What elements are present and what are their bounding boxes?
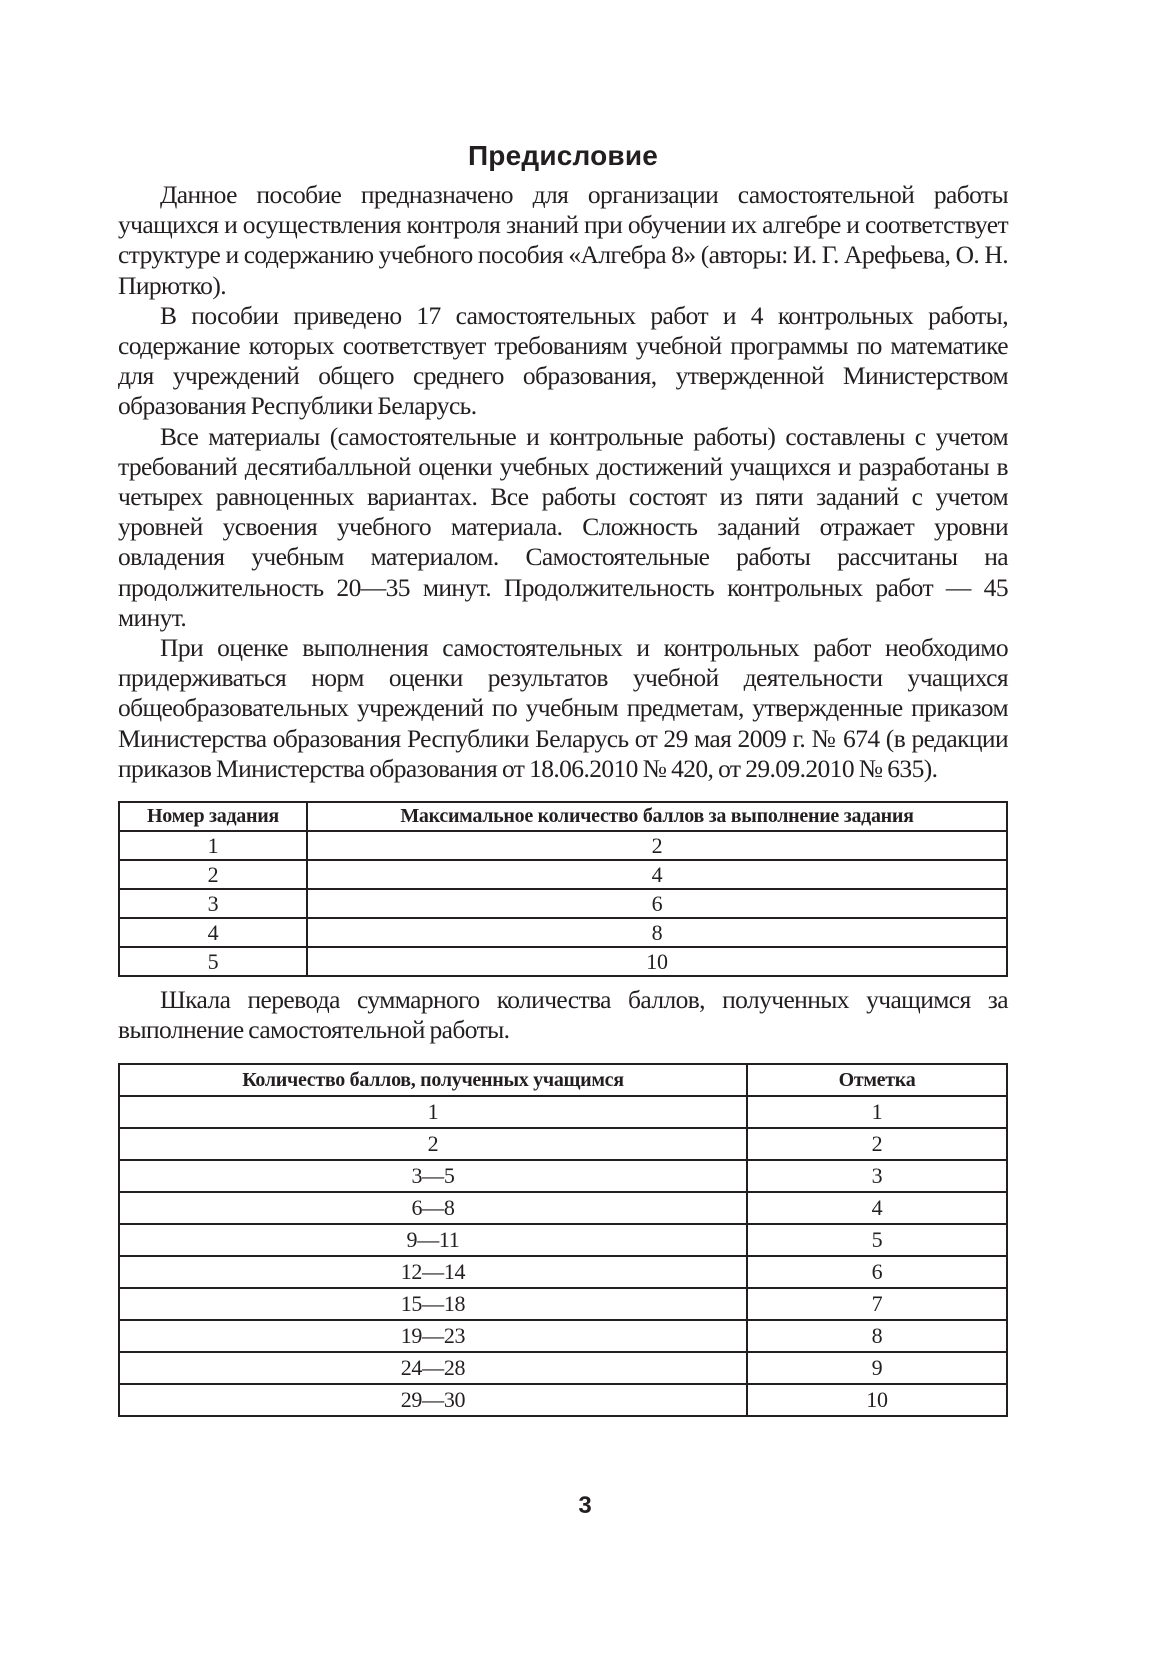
grade-cell: 10 [747,1384,1007,1416]
table-row [119,831,1007,860]
paragraph-contents: В пособии приведено 17 самостоятельных работ и 4 контрольных работы, содержание которых соответствует требованиям учебной программы по математике для учреждений общего среднего образования, утвержденной Министерством образования Республики Беларусь. [118,300,1008,421]
grade-cell: 7 [747,1288,1007,1320]
grade-cell: 4 [747,1192,1007,1224]
document-page [118,140,1008,1417]
table-row [119,1320,1007,1352]
points-range-cell: 6—8 [119,1192,747,1224]
table-row [119,1224,1007,1256]
table-header-row [119,1064,1007,1096]
grade-cell: 9 [747,1352,1007,1384]
table-row [119,1192,1007,1224]
table-row [119,947,1007,976]
column-header-points-received: Количество баллов, полученных учащимся [119,1064,747,1096]
grade-cell: 8 [747,1320,1007,1352]
points-range-cell: 15—18 [119,1288,747,1320]
max-points-cell: 2 [307,831,1007,860]
table-row [119,1352,1007,1384]
table-header-row [119,802,1007,831]
page-number: 3 [578,1492,592,1519]
table-row [119,889,1007,918]
table-row [119,860,1007,889]
column-header-grade: Отметка [747,1064,1007,1096]
table-row [119,1256,1007,1288]
column-header-task-number: Номер задания [119,802,307,831]
points-range-cell: 29—30 [119,1384,747,1416]
paragraph-materials: Все материалы (самостоятельные и контрольные работы) составлены с учетом требований десятибалльной оценки учебных достижений учащихся и разработаны в четырех равноценных вариантах. Все работы состоят из пяти заданий с учетом уровней усвоения учебного материала. Сложность заданий отражает уровни овладения учебным материалом. Самостоятельные работы рассчитаны на продолжительность 20—35 минут. Продолжительность контрольных работ — 45 минут. [118,421,1008,632]
table-row [119,1288,1007,1320]
grade-cell: 1 [747,1096,1007,1128]
points-range-cell: 19—23 [119,1320,747,1352]
paragraph-purpose: Данное пособие предназначено для организации самостоятельной работы учащихся и осуществления контроля знаний при обучении их алгебре и соответствует структуре и содержанию учебного пособия «Алгебра 8» (авторы: И. Г. Арефьева, О. Н. Пирютко). [118,180,1008,300]
column-header-max-points: Максимальное количество баллов за выполнение задания [307,802,1007,831]
grade-cell: 2 [747,1128,1007,1160]
task-number-cell: 1 [119,831,307,860]
points-range-cell: 2 [119,1128,747,1160]
table-row [119,1128,1007,1160]
points-range-cell: 9—11 [119,1224,747,1256]
task-number-cell: 5 [119,947,307,976]
paragraph-assessment: При оценке выполнения самостоятельных и контрольных работ необходимо придерживаться норм оценки результатов учебной деятельности учащихся общеобразовательных учреждений по учебным предметам, утвержденные приказом Министерства образования Республики Беларусь от 29 мая 2009 г. № 674 (в редакции приказов Министерства образования от 18.06.2010 № 420, от 29.09.2010 № 635). [118,633,1008,783]
page-title: Предисловие [467,140,659,171]
task-number-cell: 2 [119,860,307,889]
grade-cell: 6 [747,1256,1007,1288]
grade-cell: 3 [747,1160,1007,1192]
grade-cell: 5 [747,1224,1007,1256]
max-points-cell: 10 [307,947,1007,976]
points-range-cell: 12—14 [119,1256,747,1288]
table-row [119,918,1007,947]
points-range-cell: 1 [119,1096,747,1128]
max-points-cell: 8 [307,918,1007,947]
table-row [119,1384,1007,1416]
table-row [119,1096,1007,1128]
scale-caption: Шкала перевода суммарного количества баллов, полученных учащимся за выполнение самостоятельной работы. [118,985,1008,1045]
max-points-cell: 6 [307,889,1007,918]
grade-scale-table [118,1063,1008,1417]
task-number-cell: 4 [119,918,307,947]
max-points-table [118,801,1008,977]
table-row [119,1160,1007,1192]
points-range-cell: 3—5 [119,1160,747,1192]
max-points-cell: 4 [307,860,1007,889]
task-number-cell: 3 [119,889,307,918]
points-range-cell: 24—28 [119,1352,747,1384]
